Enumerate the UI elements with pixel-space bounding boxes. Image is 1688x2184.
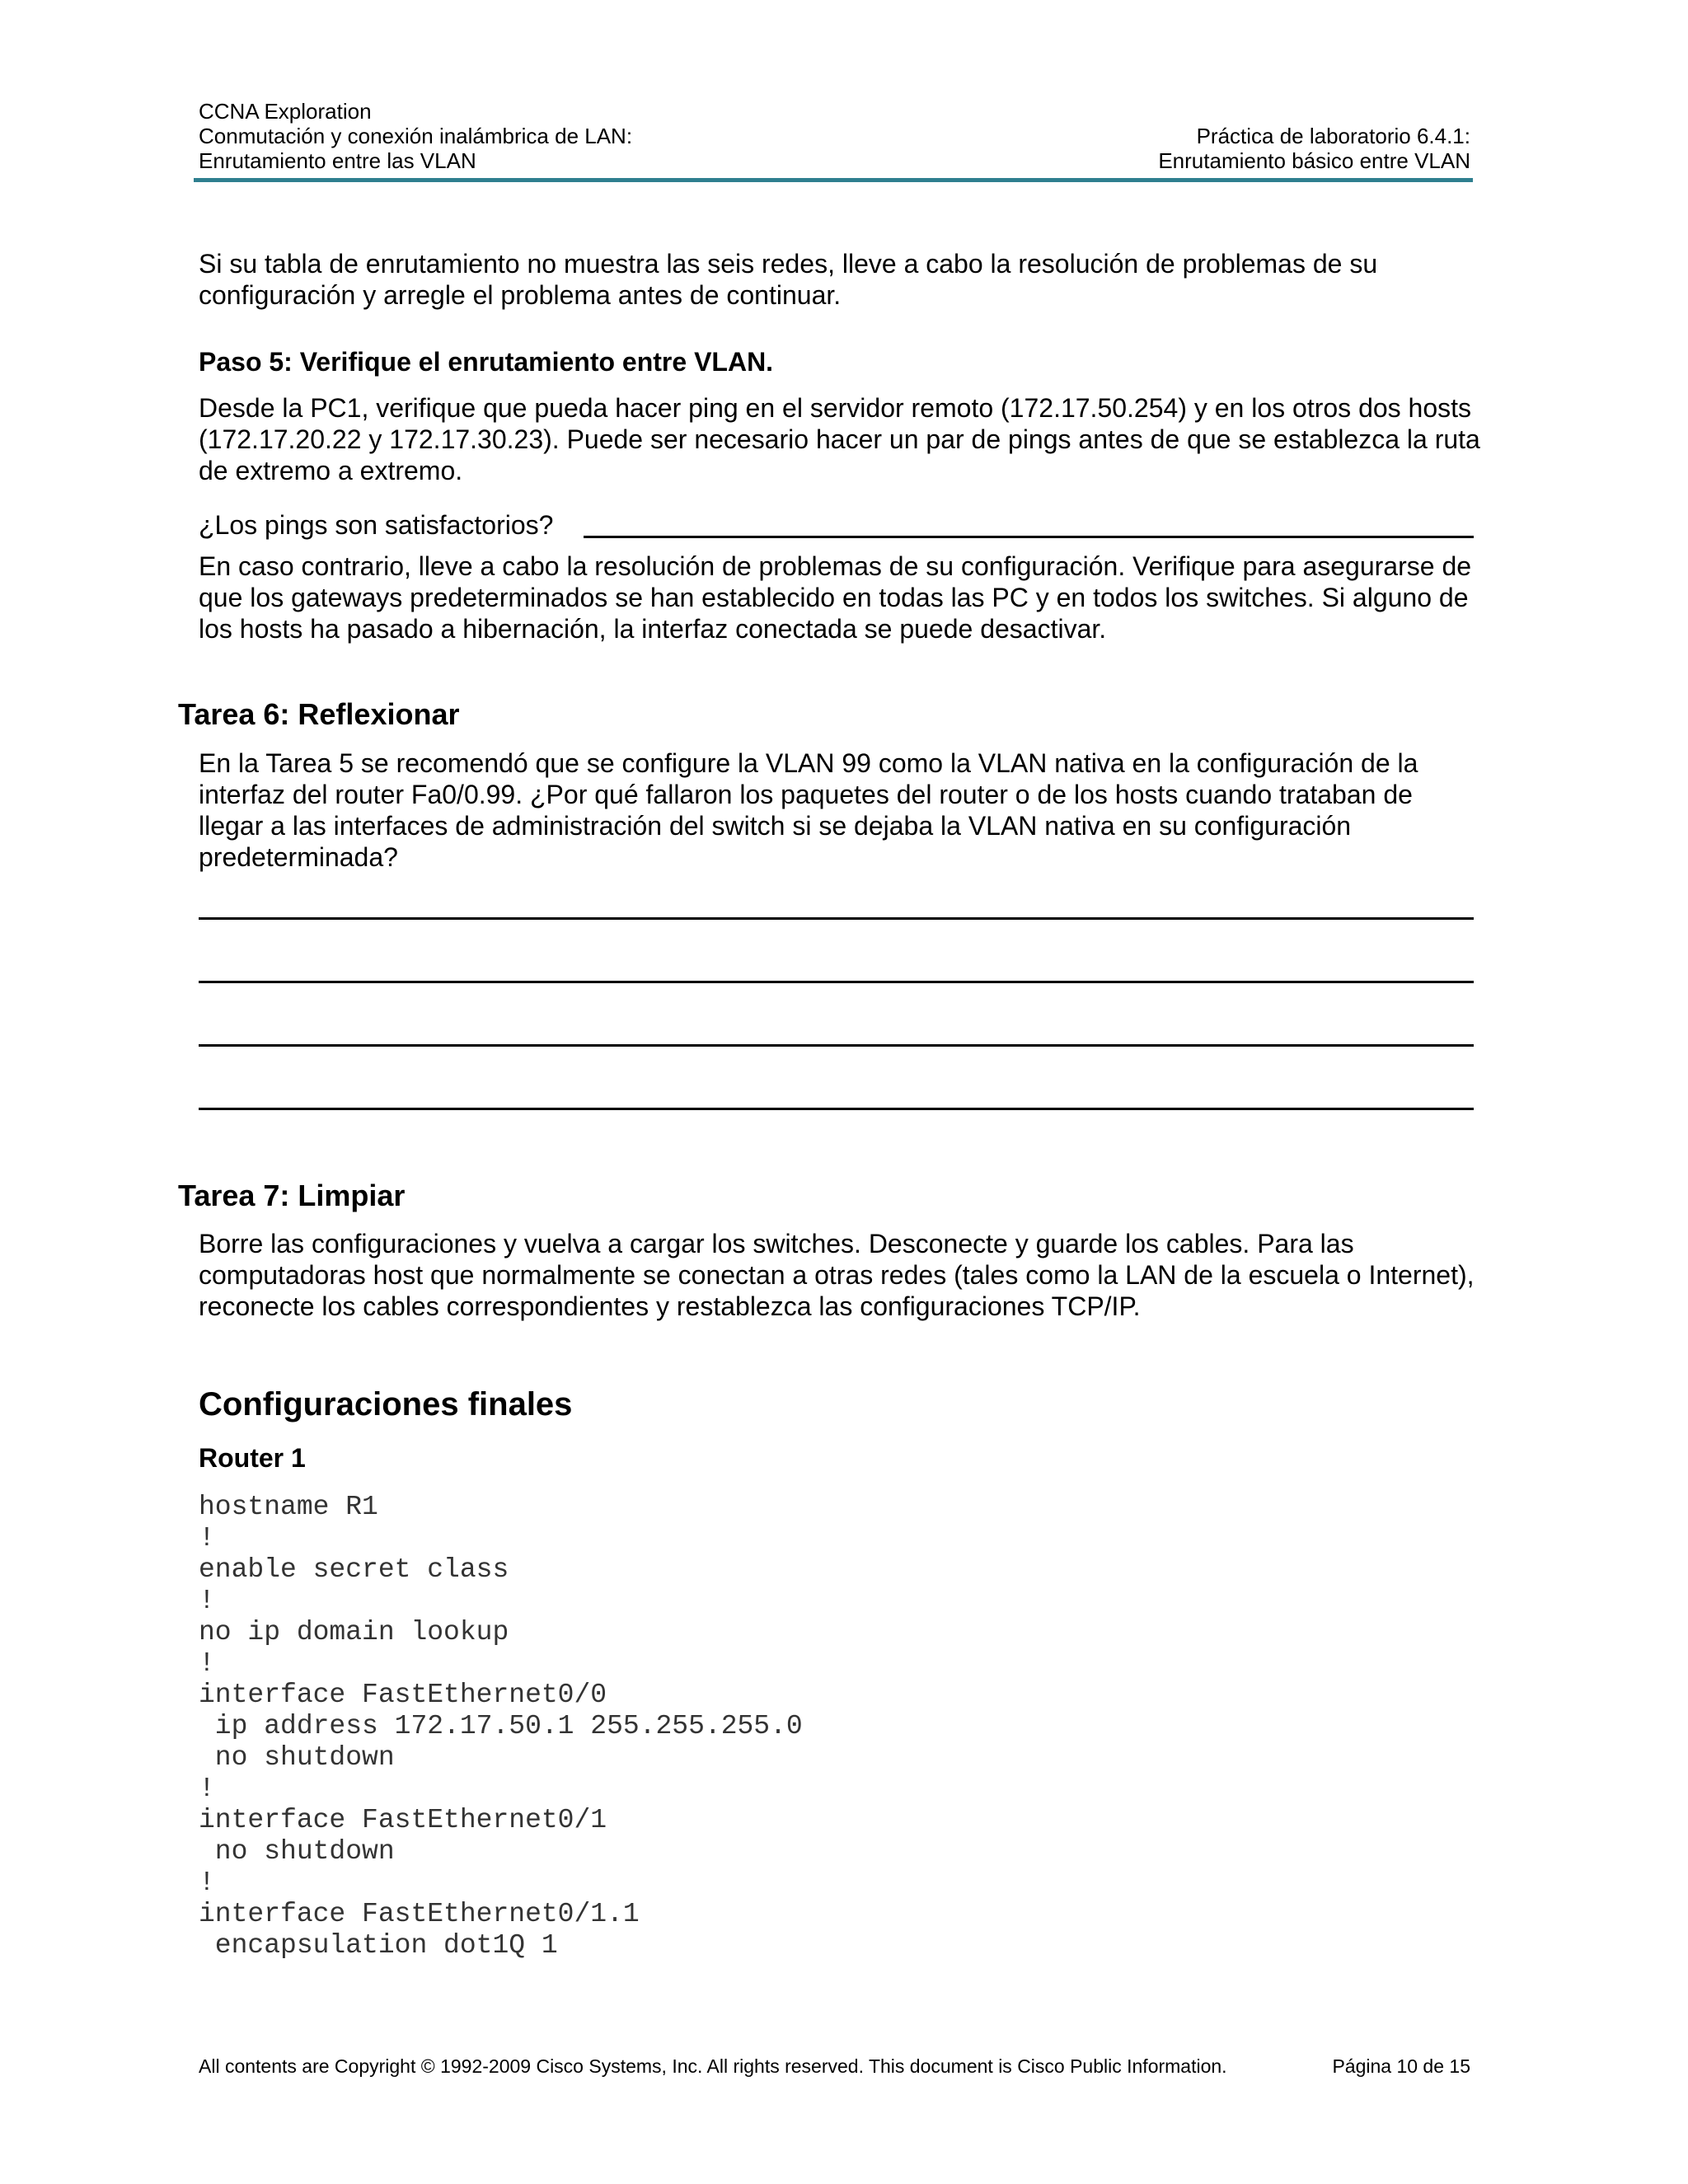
footer-copyright: All contents are Copyright © 1992-2009 Cisco Systems, Inc. All rights reserved. This document is Cisco Public Information.: [199, 2055, 1227, 2077]
answer-line-1[interactable]: [199, 917, 1474, 920]
footer-page-number: Página 10 de 15: [1332, 2055, 1470, 2077]
task6-paragraph: En la Tarea 5 se recomendó que se configure la VLAN 99 como la VLAN nativa en la configuración de la interfaz del router Fa0/0.99. ¿Por qué fallaron los paquetes del router o de los hosts cuando trataban de llegar a las interfaces de administración del switch si se dejaba la VLAN nativa en su configuración predeterminada?: [199, 748, 1418, 872]
header-right: [1158, 124, 1470, 173]
ping-question: ¿Los pings son satisfactorios?: [199, 510, 554, 540]
final-configs-heading: Configuraciones finales: [199, 1386, 573, 1422]
task7-title: Tarea 7: Limpiar: [178, 1179, 406, 1212]
task7-paragraph: Borre las configuraciones y vuelva a cargar los switches. Desconecte y guarde los cables. Para las computadoras host que normalmente se conectan a otras redes (tales como la LAN de la escuela o Internet), reconecte los cables correspondientes y restablezca las configuraciones TCP/IP.: [199, 1229, 1475, 1321]
intro-paragraph: Si su tabla de enrutamiento no muestra las seis redes, lleve a cabo la resolución de problemas de su configuración y arregle el problema antes de continuar.: [199, 249, 1378, 310]
answer-line-2[interactable]: [199, 981, 1474, 983]
header-rule: [194, 178, 1473, 182]
header-chapter: Enrutamiento entre las VLAN: [199, 148, 476, 173]
header-module: Conmutación y conexión inalámbrica de LAN:: [199, 124, 633, 148]
router1-config-code: hostname R1 ! enable secret class ! no ip domain lookup ! interface FastEthernet0/0 ip address 172.17.50.1 255.255.255.0 no shutdown ! interface FastEthernet0/1 no shutdown ! interface FastEthernet0/1.1 encapsulation dot1Q 1: [199, 1492, 803, 1961]
answer-line-4[interactable]: [199, 1108, 1474, 1110]
ping-answer-line[interactable]: [584, 536, 1474, 538]
answer-line-3[interactable]: [199, 1044, 1474, 1047]
step5-title: Paso 5: Verifique el enrutamiento entre VLAN.: [199, 347, 774, 377]
step5-troubleshoot-paragraph: En caso contrario, lleve a cabo la resolución de problemas de su configuración. Verifique para asegurarse de que los gateways predeterminados se han establecido en todas las PC y en todos los switches. Si alguno de los hosts ha pasado a hibernación, la interfaz conectada se puede desactivar.: [199, 551, 1472, 644]
step5-paragraph: Desde la PC1, verifique que pueda hacer ping en el servidor remoto (172.17.50.254) y en los otros dos hosts (172.17.20.22 y 172.17.30.23). Puede ser necesario hacer un par de pings antes de que se establezca la ruta de extremo a extremo.: [199, 393, 1480, 485]
task6-title: Tarea 6: Reflexionar: [178, 697, 460, 731]
header-lab-number: Práctica de laboratorio 6.4.1:: [1196, 124, 1470, 148]
header-left: [199, 99, 632, 173]
header-course: CCNA Exploration: [199, 99, 372, 124]
header-lab-title: Enrutamiento básico entre VLAN: [1158, 148, 1470, 173]
router1-heading: Router 1: [199, 1443, 306, 1473]
